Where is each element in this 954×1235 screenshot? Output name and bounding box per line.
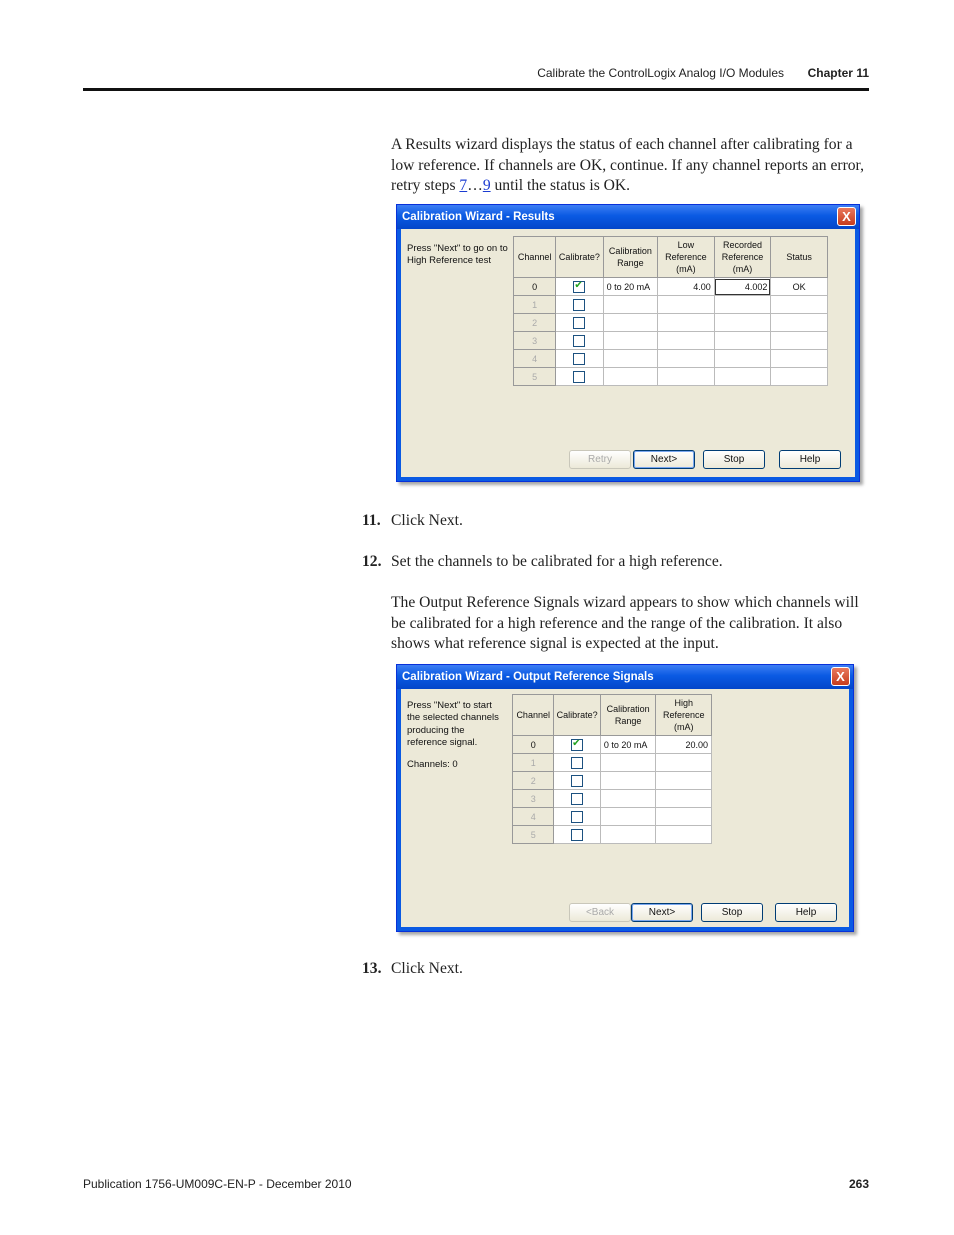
help-button[interactable]: Help — [775, 903, 837, 922]
retry-button[interactable]: Retry — [569, 450, 631, 469]
status-cell — [771, 350, 828, 368]
recorded-reference-cell — [714, 314, 771, 332]
step-13-text: Click Next. — [391, 960, 463, 977]
output-reference-table — [512, 694, 712, 844]
status-cell — [771, 296, 828, 314]
range-cell — [600, 772, 656, 790]
recorded-reference-cell — [714, 332, 771, 350]
range-cell — [603, 314, 658, 332]
low-reference-cell — [658, 368, 715, 386]
low-reference-cell — [658, 314, 715, 332]
step-13 — [362, 960, 463, 978]
page-number: 263 — [848, 1177, 869, 1191]
dialog-border-right — [855, 229, 859, 481]
channel-cell: 2 — [513, 772, 554, 790]
range-cell[interactable]: 0 to 20 mA — [600, 736, 656, 754]
calibrate-checkbox[interactable] — [556, 332, 603, 350]
col-calibration-range: Calibration Range — [603, 237, 658, 278]
col-calibration-range: Calibration Range — [600, 695, 656, 736]
dialog-border-bottom — [397, 927, 853, 931]
calibrate-checkbox[interactable] — [554, 826, 600, 844]
high-reference-cell — [656, 826, 712, 844]
col-channel: Channel — [513, 695, 554, 736]
results-dialog-titlebar — [397, 205, 859, 229]
high-reference-cell — [656, 808, 712, 826]
col-channel: Channel — [514, 237, 556, 278]
status-cell — [771, 368, 828, 386]
intro-text-before: A Results wizard displays the status of each channel after calibrating for a low reference. If channels are OK, continue. If any channel reports an error, retry steps — [391, 136, 865, 195]
channel-cell: 0 — [513, 736, 554, 754]
range-cell — [603, 350, 658, 368]
close-icon[interactable]: X — [831, 667, 850, 686]
step-12-number: 12. — [362, 553, 382, 570]
output-reference-instruction: Press "Next" to start the selected channels producing the reference signal. — [407, 700, 499, 748]
range-cell — [600, 790, 656, 808]
channel-cell: 1 — [514, 296, 556, 314]
table-row — [513, 772, 712, 790]
step-12-text: Set the channels to be calibrated for a high reference. — [391, 553, 723, 570]
high-reference-cell — [656, 790, 712, 808]
col-low-reference: Low Reference (mA) — [658, 237, 715, 278]
table-row — [514, 350, 828, 368]
step-11-number: 11. — [362, 512, 381, 529]
range-cell — [603, 296, 658, 314]
step-7-link[interactable]: 7 — [459, 177, 468, 195]
close-icon[interactable]: X — [837, 207, 856, 226]
dialog-border-left — [397, 229, 401, 481]
status-cell: OK — [771, 278, 828, 296]
calibrate-checkbox[interactable] — [556, 278, 603, 296]
channel-cell: 3 — [514, 332, 556, 350]
range-cell — [603, 332, 658, 350]
calibrate-checkbox[interactable] — [554, 772, 600, 790]
channel-cell: 4 — [514, 350, 556, 368]
calibrate-checkbox[interactable] — [554, 808, 600, 826]
help-button[interactable]: Help — [779, 450, 841, 469]
table-row — [513, 790, 712, 808]
col-high-reference: High Reference (mA) — [656, 695, 712, 736]
col-calibrate: Calibrate? — [554, 695, 600, 736]
next-button[interactable]: Next> — [631, 903, 693, 922]
channel-cell: 1 — [513, 754, 554, 772]
range-cell — [600, 754, 656, 772]
header-chapter: Chapter 11 — [807, 66, 869, 80]
calibrate-checkbox[interactable] — [556, 368, 603, 386]
dialog-border-bottom — [397, 477, 859, 481]
status-cell — [771, 332, 828, 350]
calibrate-checkbox[interactable] — [554, 736, 600, 754]
results-dialog-title: Calibration Wizard - Results — [402, 211, 555, 223]
step-13-number: 13. — [362, 960, 382, 977]
channel-cell: 0 — [514, 278, 556, 296]
output-reference-paragraph: The Output Reference Signals wizard appears to show which channels will be calibrated for a high reference and the range of the calibration. It also shows what reference signal is expected at the input. — [391, 594, 859, 653]
channels-label: Channels: 0 — [407, 759, 458, 770]
high-reference-cell: 20.00 — [656, 736, 712, 754]
table-row — [514, 296, 828, 314]
intro-text-after: until the status is OK. — [490, 177, 631, 195]
step-12 — [362, 553, 723, 571]
recorded-reference-cell — [714, 350, 771, 368]
calibrate-checkbox[interactable] — [556, 296, 603, 314]
results-dialog — [396, 204, 860, 482]
intro-paragraph — [391, 135, 869, 197]
col-recorded-reference: Recorded Reference (mA) — [714, 237, 771, 278]
step-11-text: Click Next. — [391, 512, 463, 529]
table-row — [514, 278, 828, 296]
calibrate-checkbox[interactable] — [554, 790, 600, 808]
low-reference-cell — [658, 332, 715, 350]
channel-cell: 4 — [513, 808, 554, 826]
status-cell — [771, 314, 828, 332]
footer-publication: Publication 1756-UM009C-EN-P - December 2010 — [83, 1177, 352, 1191]
table-row — [513, 736, 712, 754]
col-calibrate: Calibrate? — [556, 237, 603, 278]
table-row — [513, 754, 712, 772]
dialog-border-right — [849, 689, 853, 931]
low-reference-cell — [658, 350, 715, 368]
channel-cell: 2 — [514, 314, 556, 332]
table-row — [514, 368, 828, 386]
range-cell[interactable]: 0 to 20 mA — [603, 278, 658, 296]
header-section-title: Calibrate the ControlLogix Analog I/O Modules — [537, 66, 784, 80]
stop-button[interactable]: Stop — [703, 450, 765, 469]
table-row — [513, 826, 712, 844]
calibrate-checkbox[interactable] — [554, 754, 600, 772]
recorded-reference-cell — [714, 296, 771, 314]
back-button[interactable]: <Back — [569, 903, 631, 922]
channel-cell: 3 — [513, 790, 554, 808]
high-reference-cell — [656, 754, 712, 772]
low-reference-cell — [658, 296, 715, 314]
output-reference-dialog — [396, 664, 854, 932]
dialog-border-left — [397, 689, 401, 931]
table-row — [513, 808, 712, 826]
intro-ellipsis: … — [467, 177, 483, 195]
stop-button[interactable]: Stop — [701, 903, 763, 922]
channel-cell: 5 — [514, 368, 556, 386]
results-table — [513, 236, 828, 386]
table-row — [514, 314, 828, 332]
channel-cell: 5 — [513, 826, 554, 844]
calibrate-checkbox[interactable] — [556, 314, 603, 332]
recorded-reference-cell — [714, 368, 771, 386]
output-reference-dialog-title: Calibration Wizard - Output Reference Signals — [402, 671, 654, 683]
step-9-link[interactable]: 9 — [482, 177, 491, 195]
low-reference-cell: 4.00 — [658, 278, 715, 296]
col-status: Status — [771, 237, 828, 278]
step-11 — [362, 512, 463, 530]
range-cell — [603, 368, 658, 386]
results-instruction: Press "Next" to go on to High Reference test — [407, 243, 508, 267]
high-reference-cell — [656, 772, 712, 790]
recorded-reference-cell[interactable]: 4.002 — [714, 278, 771, 296]
range-cell — [600, 826, 656, 844]
range-cell — [600, 808, 656, 826]
table-row — [514, 332, 828, 350]
next-button[interactable]: Next> — [633, 450, 695, 469]
calibrate-checkbox[interactable] — [556, 350, 603, 368]
header-rule — [83, 88, 869, 91]
output-reference-dialog-titlebar — [397, 665, 853, 689]
